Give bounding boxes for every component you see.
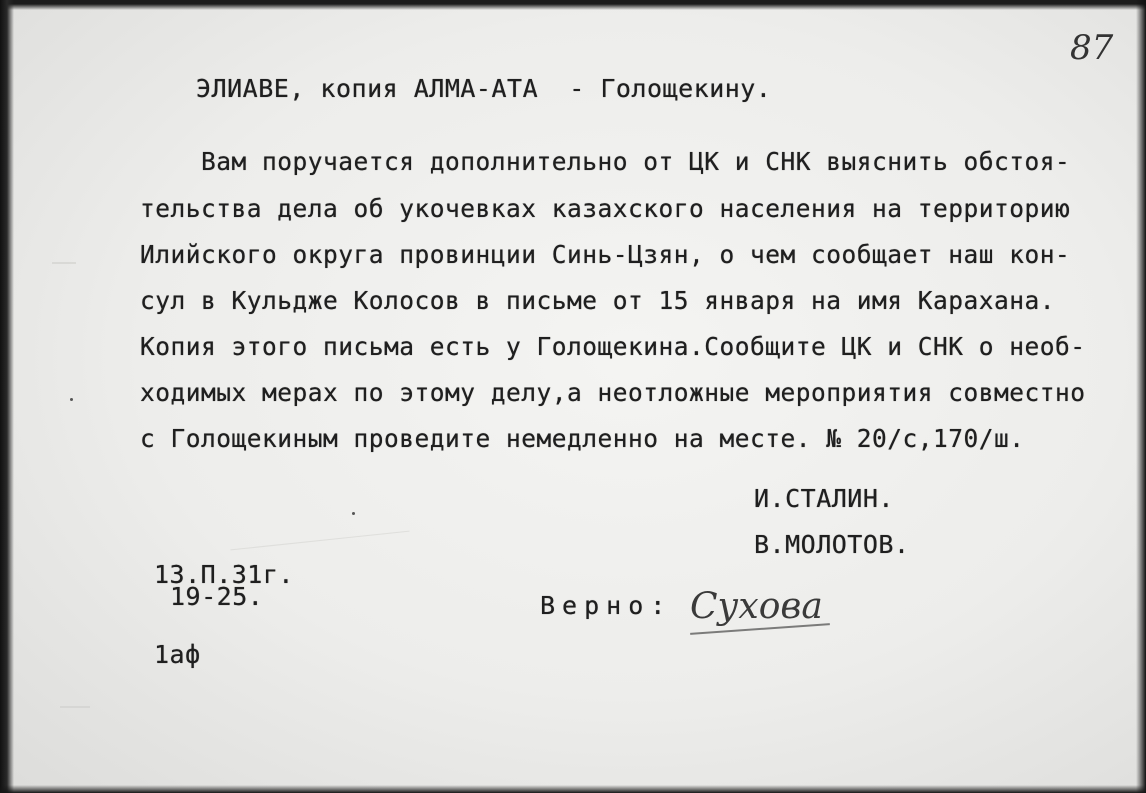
body-line-2: тельства дела об укочевках казахского населения на территорию	[140, 194, 1071, 223]
body-line-5: Копия этого письма есть у Голощекина.Сообщите ЦК и СНК о необ-	[140, 332, 1086, 361]
body-line-7: с Голощекиным проведите немедленно на месте. № 20/с,170/ш.	[140, 424, 1025, 453]
body-line-1: Вам поручается дополнительно от ЦК и СНК выяснить обстоя-	[140, 147, 1071, 176]
bleed-through-mark	[52, 262, 76, 264]
body-line-4: сул в Кульдже Колосов в письме от 15 января на имя Карахана.	[140, 286, 1056, 315]
reference-code: 1аф	[154, 640, 201, 669]
verno-handwritten-signature: Сухова	[690, 586, 823, 627]
page-number: 87	[1070, 28, 1114, 68]
date: 13.П.31г.	[154, 560, 294, 589]
margin-dot	[70, 398, 73, 401]
scan-edge-bottom	[0, 785, 1146, 793]
time: 19-25.	[170, 582, 264, 611]
header-line: ЭЛИАВЕ, копия АЛМА-АТА - Голощекину.	[196, 74, 772, 103]
verno-label: Верно:	[540, 591, 673, 620]
scan-edge-left	[0, 0, 14, 793]
margin-dot	[352, 512, 355, 515]
bleed-through-mark	[60, 706, 90, 708]
scan-edge-right	[1136, 0, 1146, 793]
body-line-6: ходимых мерах по этому делу,а неотложные мероприятия совместно	[140, 378, 1086, 407]
bleed-through-mark	[230, 531, 409, 551]
signature-stalin: И.СТАЛИН.	[754, 484, 894, 513]
scan-edge-top	[0, 0, 1146, 10]
signature-molotov: В.МОЛОТОВ.	[754, 530, 910, 559]
body-line-3: Илийского округа провинции Синь-Цзян, о чем сообщает наш кон-	[140, 240, 1071, 269]
